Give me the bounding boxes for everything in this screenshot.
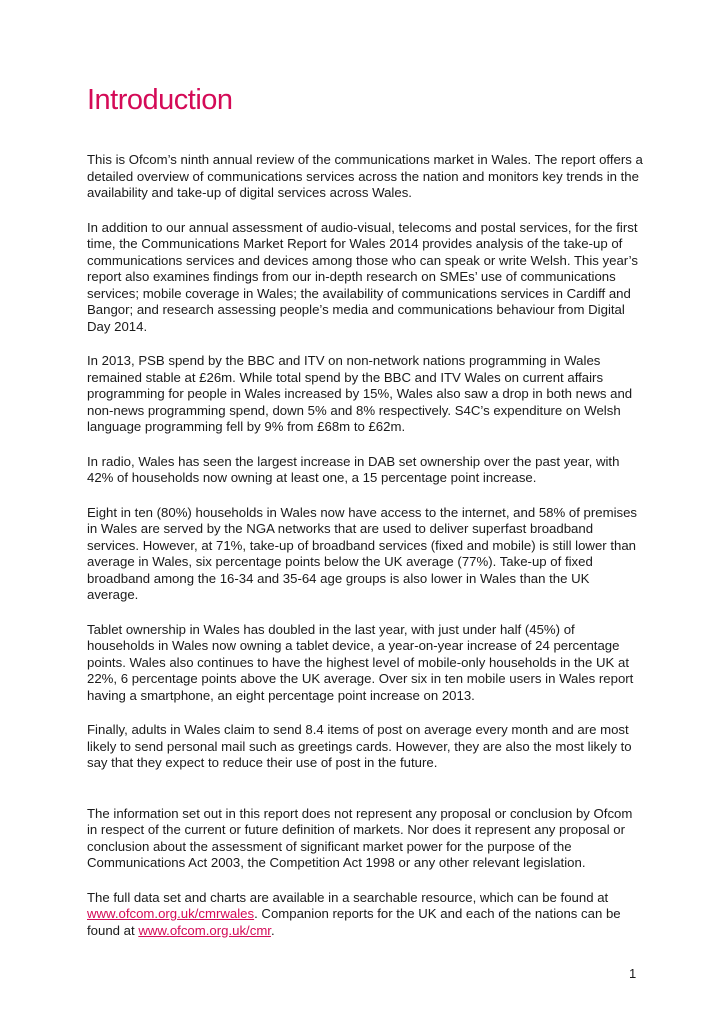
data-note-text-after: . (270, 922, 275, 938)
paragraph-data-note (87, 890, 643, 940)
paragraph-tablet-mobile: Tablet ownership in Wales has doubled in the last year, with just under half (45%) of households in Wales now owning a tablet device, a year-on-year increase of 24 percentage points. Wales also continues to have the highest level of mobile-only households in the UK at 22%, 6 percentage points above the UK average. Over six in ten mobile users in Wales report having a smartphone, an eight percentage point increase on 2013. (87, 621, 634, 703)
cmrwales-link[interactable]: www.ofcom.org.uk/cmrwales (87, 906, 255, 921)
cmr-link[interactable]: www.ofcom.org.uk/cmr (138, 922, 271, 938)
paragraph-broadband: Eight in ten (80%) households in Wales now have access to the internet, and 58% of premises in Wales are served by the NGA networks that are used to deliver superfast broadband services. However, at 71%, take-up of broadband services (fixed and mobile) is still lower than average in Wales, six percentage points below the UK average (77%). Take-up of fixed broadband among the 16-34 and 35-64 age groups is also lower in Wales than the UK average. (87, 504, 638, 602)
paragraph-post: Finally, adults in Wales claim to send 8.4 items of post on average every month and are most likely to send personal mail such as greetings cards. However, they are also the most likely to say that they expect to reduce their use of post in the future. (87, 722, 632, 770)
paragraph-report-scope: In addition to our annual assessment of audio-visual, telecoms and postal services, for the first time, the Communications Market Report for Wales 2014 provides analysis of the take-up of communications services and devices among those who can speak or write Welsh. This year’s report also examines findings from our in-depth research on SMEs’ use of communications services; mobile coverage in Wales; the availability of communications services in Cardiff and Bangor; and research assessing people’s media and communications behaviour from Digital Day 2014. (87, 219, 638, 334)
paragraph-radio: In radio, Wales has seen the largest increase in DAB set ownership over the past year, with 42% of households now owning at least one, a 15 percentage point increase. (87, 453, 620, 485)
page-title: Introduction (87, 84, 233, 116)
paragraph-disclaimer: The information set out in this report does not represent any proposal or conclusion by Ofcom in respect of the current or future definition of markets. Nor does it represent any proposal or conclusion about the assessment of significant market power for the purpose of the Communications Act 2003, the Competition Act 1998 or any other relevant legislation. (87, 805, 633, 870)
paragraph-overview: This is Ofcom’s ninth annual review of the communications market in Wales. The report offers a detailed overview of communications services across the nation and monitors key trends in the availability and take-up of digital services across Wales. (87, 152, 643, 200)
paragraph-psb-spend: In 2013, PSB spend by the BBC and ITV on non-network nations programming in Wales remained stable at £26m. While total spend by the BBC and ITV Wales on current affairs programming for people in Wales increased by 15%, Wales also saw a drop in both news and non-news programming spend, down 5% and 8% respectively. S4C’s expenditure on Welsh language programming fell by 9% from £68m to £62m. (87, 353, 633, 434)
body-text (87, 152, 643, 957)
data-note-text-middle: . Companion reports for the UK and each of the nations can be found at (87, 906, 621, 938)
data-note-text-before: The full data set and charts are available in a searchable resource, which can be found at (87, 889, 609, 905)
page-number: 1 (629, 966, 637, 981)
